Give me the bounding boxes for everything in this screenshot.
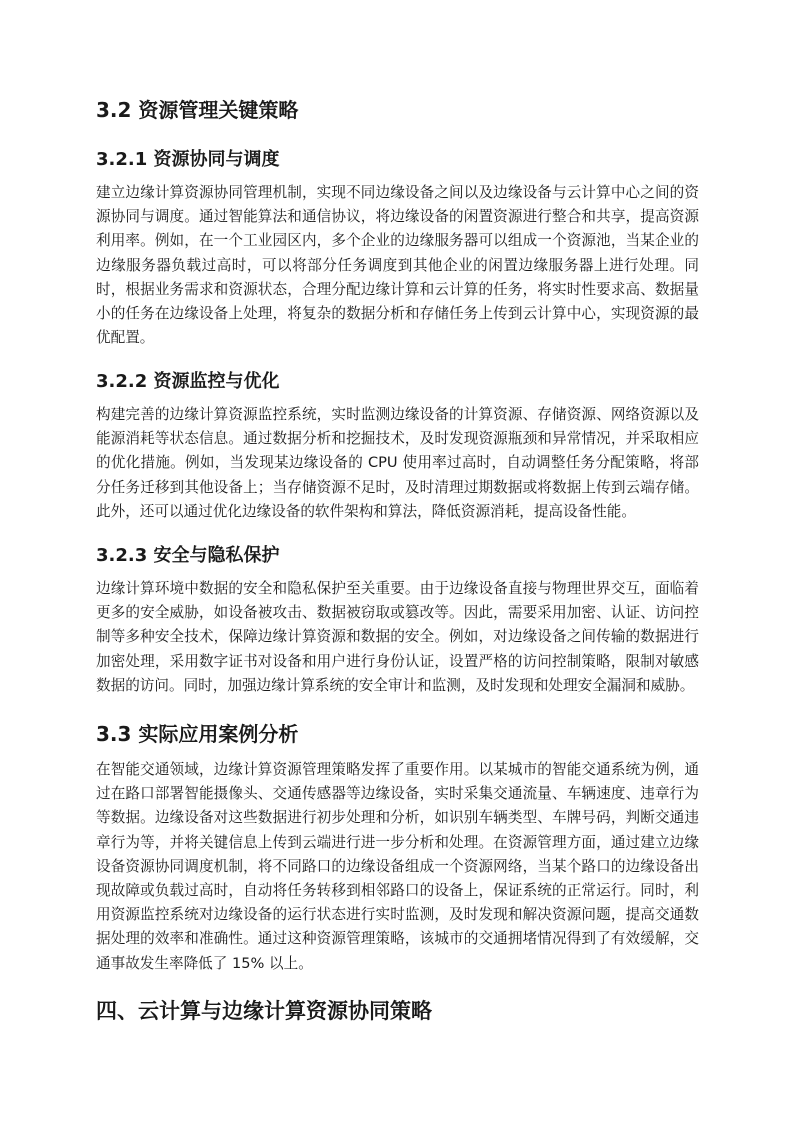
paragraph-3-2-3: 边缘计算环境中数据的安全和隐私保护至关重要。由于边缘设备直接与物理世界交互，面临着更多的安全威胁，如设备被攻击、数据被窃取或篡改等。因此，需要采用加密、认证、访问控制等多种安全技术，保障边缘计算资源和数据的安全。例如，对边缘设备之间传输的数据进行加密处理，采用数字证书对设备和用户进行身份认证，设置严格的访问控制策略，限制对敏感数据的访问。同时，加强边缘计算系统的安全审计和监测，及时发现和处理安全漏洞和威胁。 [96, 580, 699, 694]
paragraph-3-2-2: 构建完善的边缘计算资源监控系统，实时监测边缘设备的计算资源、存储资源、网络资源以及能源消耗等状态信息。通过数据分析和挖掘技术，及时发现资源瓶颈和异常情况，并采取相应的优化措施。例如，当发现某边缘设备的 CPU 使用率过高时，自动调整任务分配策略，将部分任务迁移到其他设备上；当存储资源不足时，及时清理过期数据或将数据上传到云端存储。此外，还可以通过优化边缘设备的软件架构和算法，降低资源消耗，提高设备性能。 [96, 406, 699, 520]
paragraph-3-2-1: 建立边缘计算资源协同管理机制，实现不同边缘设备之间以及边缘设备与云计算中心之间的资源协同与调度。通过智能算法和通信协议，将边缘设备的闲置资源进行整合和共享，提高资源利用率。例如，在一个工业园区内，多个企业的边缘服务器可以组成一个资源池，当某企业的边缘服务器负载过高时，可以将部分任务调度到其他企业的闲置边缘服务器上进行处理。同时，根据业务需求和资源状态，合理分配边缘计算和云计算的任务，将实时性要求高、数据量小的任务在边缘设备上处理，将复杂的数据分析和存储任务上传到云计算中心，实现资源的最优配置。 [96, 184, 699, 347]
chapter-heading-4: 四、云计算与边缘计算资源协同策略 [96, 999, 432, 1023]
paragraph-3-3: 在智能交通领域，边缘计算资源管理策略发挥了重要作用。以某城市的智能交通系统为例，通过在路口部署智能摄像头、交通传感器等边缘设备，实时采集交通流量、车辆速度、违章行为等数据。边缘设备对这些数据进行初步处理和分析，如识别车辆类型、车牌号码，判断交通违章行为等，并将关键信息上传到云端进行进一步分析和处理。在资源管理方面，通过建立边缘设备资源协同调度机制，将不同路口的边缘设备组成一个资源网络，当某个路口的边缘设备出现故障或负载过高时，自动将任务转移到相邻路口的设备上，保证系统的正常运行。同时，利用资源监控系统对边缘设备的运行状态进行实时监测，及时发现和解决资源问题，提高交通数据处理的效率和准确性。通过这种资源管理策略，该城市的交通拥堵情况得到了有效缓解，交通事故发生率降低了 15% 以上。 [96, 761, 699, 972]
section-heading-3-2: 3.2 资源管理关键策略 [96, 98, 299, 122]
section-heading-3-3: 3.3 实际应用案例分析 [96, 722, 299, 746]
section-heading-3-2-3: 3.2.3 安全与隐私保护 [96, 545, 280, 566]
section-heading-3-2-1: 3.2.1 资源协同与调度 [96, 149, 280, 170]
section-heading-3-2-2: 3.2.2 资源监控与优化 [96, 371, 280, 392]
